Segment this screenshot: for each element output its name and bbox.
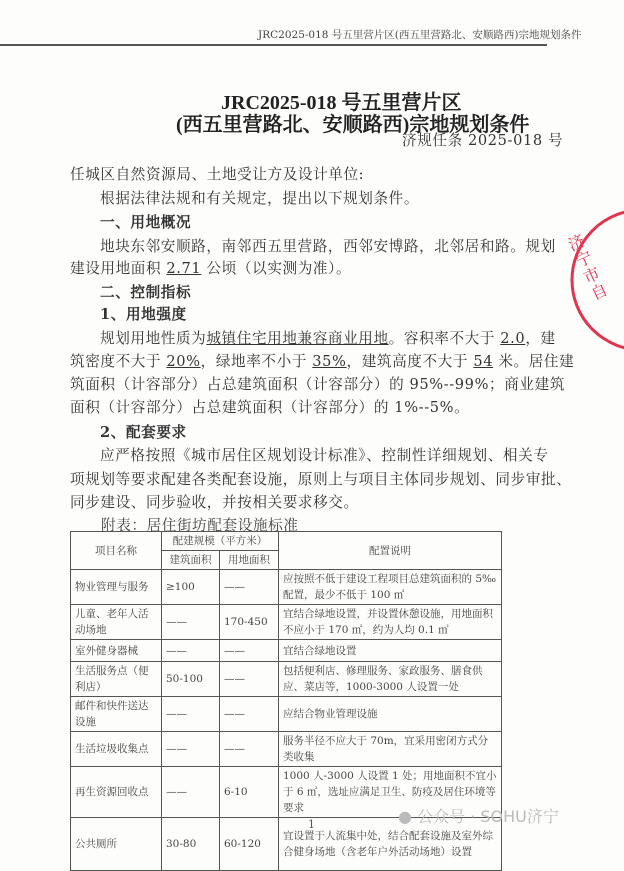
running-header: JRC2025-018 号五里营片区(西五里营路北、安顺路西)宗地规划条件 xyxy=(258,29,582,41)
cell-name: 物业管理与服务 xyxy=(71,570,162,605)
intro: 根据法律法规和有关规定，提出以下规划条件。 xyxy=(100,190,420,207)
cell-building: —— xyxy=(162,697,220,732)
watermark xyxy=(398,804,559,827)
text: ，绿地率不小于 xyxy=(200,353,313,370)
intensity-line3: 筑面积（计容部分）占总建筑面积（计容部分）的 95%--99%；商业建筑 xyxy=(70,376,566,393)
cell-building: —— xyxy=(162,640,220,662)
table-row xyxy=(71,662,502,697)
header-scale: 配建规模（平方米） xyxy=(162,532,279,551)
official-seal xyxy=(560,200,624,360)
cell-land: 60-120 xyxy=(220,818,279,871)
header-building-area: 建筑面积 xyxy=(162,551,220,570)
cell-building: ≥100 xyxy=(162,570,220,605)
cell-land: 6-10 xyxy=(220,767,279,818)
section1-line1: 地块东邻安顺路，南邻西五里营路，西邻安博路，北邻居和路。规划 xyxy=(100,238,556,255)
cell-notes: 应结合物业管理设施 xyxy=(279,697,502,732)
section1-line2 xyxy=(70,257,351,278)
header-notes: 配置说明 xyxy=(279,532,502,570)
cell-name: 生活垃圾收集点 xyxy=(71,732,162,767)
text: ，建筑高度不大于 xyxy=(346,353,474,370)
cell-land: —— xyxy=(220,732,279,767)
cell-building: 50-100 xyxy=(162,662,220,697)
cell-name: 公共厕所 xyxy=(71,818,162,871)
section2-heading: 二、控制指标 xyxy=(100,284,192,301)
facilities-line2: 项规划等要求配建各类配套设施，原则上与项目主体同步规划、同步审批、 xyxy=(70,471,572,488)
table-row xyxy=(71,697,502,732)
intensity-line2 xyxy=(70,350,574,371)
text: 公顷（以实测为准）。 xyxy=(201,260,352,277)
table-caption: 附表：居住街坊配套设施标准 xyxy=(101,517,299,534)
cell-notes: 1000 人-3000 人设置 1 处；用地面积不宜小于 6 ㎡，选址应满足卫生、防疫及居住环境等要求 xyxy=(279,767,502,818)
cell-building: —— xyxy=(162,767,220,818)
wechat-icon: ● xyxy=(398,807,412,826)
cell-building: —— xyxy=(162,605,220,640)
cell-notes: 宜结合绿地设置，并设置休憩设施，用地面积不应小于 170 ㎡，约为人均 0.1 ㎡ xyxy=(279,605,502,640)
table-row xyxy=(71,605,502,640)
density-value: 20% xyxy=(166,353,201,370)
header-rule xyxy=(0,44,547,46)
table-row xyxy=(71,570,502,605)
header-land-area: 用地面积 xyxy=(220,551,279,570)
subsection-intensity: 1、用地强度 xyxy=(100,306,187,323)
section1-heading: 一、用地概况 xyxy=(100,214,192,231)
subsection-facilities: 2、配套要求 xyxy=(100,424,187,441)
text: 建设用地面积 xyxy=(70,260,167,277)
cell-land: —— xyxy=(220,640,279,662)
title-line-2: (西五里营路北、安顺路西)宗地规划条件 xyxy=(176,114,530,136)
title-line-1: JRC2025-018 号五里营片区 xyxy=(221,92,462,114)
cell-name: 邮件和快件送达设施 xyxy=(71,697,162,732)
height-value: 54 xyxy=(473,353,494,370)
cell-notes: 宜结合绿地设置 xyxy=(279,640,502,662)
facilities-line3: 同步建设、同步验收，并按相关要求移交。 xyxy=(70,494,359,511)
cell-land: —— xyxy=(220,570,279,605)
text: 筑密度不大于 xyxy=(70,353,167,370)
cell-building: —— xyxy=(162,732,220,767)
far-value: 2.0 xyxy=(500,330,526,347)
green-value: 35% xyxy=(312,353,347,370)
watermark-text: 公众号 · SOHU济宁 xyxy=(417,807,559,826)
cell-name: 室外健身器械 xyxy=(71,640,162,662)
cell-name: 生活服务点（便利店） xyxy=(71,662,162,697)
text: ，建 xyxy=(525,330,556,347)
text: 规划用地性质为 xyxy=(100,330,207,347)
cell-notes: 服务半径不应大于 70m，宜采用密闭方式分类收集 xyxy=(279,732,502,767)
cell-name: 儿童、老年人活动场地 xyxy=(71,605,162,640)
table-row xyxy=(71,640,502,662)
cell-land: 170-450 xyxy=(220,605,279,640)
seal-text: 济宁市自 xyxy=(563,231,611,305)
doc-number: 济规任条 2025-018 号 xyxy=(402,132,564,149)
text: 米。居住建 xyxy=(493,353,575,370)
intensity-line1 xyxy=(100,327,556,348)
header-name: 项目名称 xyxy=(71,532,162,570)
cell-notes: 宜设置于人流集中处，结合配套设施及室外综合健身场地（含老年户外活动场地）设置 xyxy=(279,818,502,871)
addressee: 任城区自然资源局、土地受让方及设计单位: xyxy=(70,166,365,183)
page-number: 1 xyxy=(308,818,315,831)
site-area: 2.71 xyxy=(166,260,202,277)
cell-land: —— xyxy=(220,697,279,732)
intensity-line4: 面积（计容部分）占总建筑面积（计容部分）的 1%--5%。 xyxy=(70,399,470,416)
text: 。容积率不大于 xyxy=(388,330,501,347)
facilities-line1: 应严格按照《城市居住区规划设计标准》、控制性详细规划、相关专 xyxy=(100,447,549,464)
cell-building: 30-80 xyxy=(162,818,220,871)
cell-notes: 包括便利店、修理服务、家政服务、膳食供应、菜店等，1000-3000 人设置一处 xyxy=(279,662,502,697)
cell-notes: 应按照不低于建设工程项目总建筑面积的 5‰ 配置，最少不低于 100 ㎡ xyxy=(279,570,502,605)
land-use: 城镇住宅用地兼容商业用地 xyxy=(206,330,389,347)
cell-name: 再生资源回收点 xyxy=(71,767,162,818)
cell-land: —— xyxy=(220,662,279,697)
table-row xyxy=(71,732,502,767)
